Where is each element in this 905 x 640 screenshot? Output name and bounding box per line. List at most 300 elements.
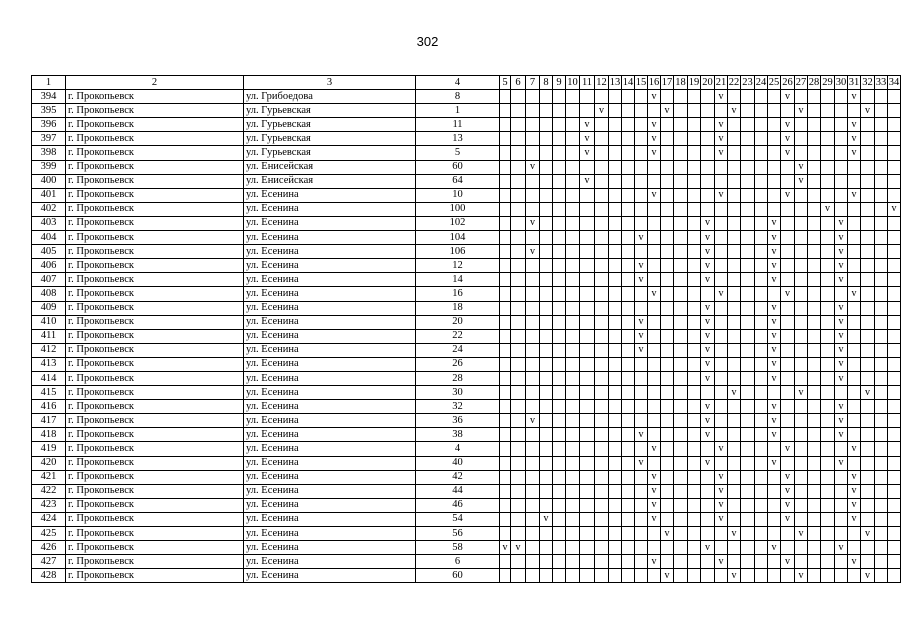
street-cell: ул. Енисейская xyxy=(244,174,416,188)
mark-cell xyxy=(741,231,755,245)
mark-cell xyxy=(861,400,875,414)
mark-cell xyxy=(728,146,741,160)
mark-cell xyxy=(661,202,674,216)
row-number: 419 xyxy=(32,442,66,456)
mark-cell xyxy=(715,386,728,400)
mark-cell xyxy=(808,216,821,230)
mark-cell-checked: v xyxy=(701,245,715,259)
mark-cell xyxy=(768,555,781,569)
mark-cell xyxy=(835,160,848,174)
mark-cell xyxy=(821,400,835,414)
mark-cell xyxy=(635,527,648,541)
table-row xyxy=(32,160,901,174)
mark-cell xyxy=(511,569,526,583)
mark-cell-checked: v xyxy=(781,498,795,512)
mark-cell xyxy=(741,442,755,456)
mark-cell xyxy=(875,400,888,414)
row-number: 428 xyxy=(32,569,66,583)
column-header-19: 19 xyxy=(688,76,701,90)
mark-cell xyxy=(674,357,688,371)
mark-cell xyxy=(661,146,674,160)
mark-cell xyxy=(741,569,755,583)
mark-cell xyxy=(635,386,648,400)
mark-cell xyxy=(715,104,728,118)
mark-cell xyxy=(526,456,540,470)
mark-cell xyxy=(701,512,715,526)
mark-cell xyxy=(821,484,835,498)
mark-cell xyxy=(875,555,888,569)
mark-cell xyxy=(553,442,566,456)
mark-cell-checked: v xyxy=(701,231,715,245)
house-number-cell: 106 xyxy=(416,245,500,259)
mark-cell xyxy=(526,301,540,315)
row-number: 402 xyxy=(32,202,66,216)
mark-cell xyxy=(540,569,553,583)
mark-cell xyxy=(781,329,795,343)
street-cell: ул. Есенина xyxy=(244,414,416,428)
mark-cell xyxy=(553,90,566,104)
mark-cell xyxy=(553,527,566,541)
mark-cell xyxy=(511,428,526,442)
row-number: 404 xyxy=(32,231,66,245)
mark-cell-checked: v xyxy=(835,315,848,329)
city-cell: г. Прокопьевск xyxy=(66,104,244,118)
mark-cell xyxy=(821,371,835,385)
mark-cell xyxy=(715,329,728,343)
mark-cell xyxy=(888,118,901,132)
mark-cell xyxy=(741,456,755,470)
mark-cell-checked: v xyxy=(835,541,848,555)
mark-cell xyxy=(808,541,821,555)
mark-cell xyxy=(888,527,901,541)
mark-cell xyxy=(540,273,553,287)
row-number: 427 xyxy=(32,555,66,569)
house-number-cell: 24 xyxy=(416,343,500,357)
mark-cell xyxy=(500,527,511,541)
street-cell: ул. Есенина xyxy=(244,301,416,315)
mark-cell xyxy=(511,329,526,343)
mark-cell xyxy=(741,527,755,541)
mark-cell xyxy=(661,90,674,104)
mark-cell xyxy=(715,174,728,188)
mark-cell xyxy=(861,442,875,456)
mark-cell xyxy=(511,442,526,456)
city-cell: г. Прокопьевск xyxy=(66,555,244,569)
mark-cell xyxy=(622,371,635,385)
mark-cell xyxy=(781,414,795,428)
mark-cell xyxy=(553,414,566,428)
mark-cell xyxy=(848,456,861,470)
mark-cell xyxy=(821,541,835,555)
mark-cell-checked: v xyxy=(635,259,648,273)
mark-cell xyxy=(674,146,688,160)
mark-cell-checked: v xyxy=(835,343,848,357)
mark-cell xyxy=(609,188,622,202)
city-cell: г. Прокопьевск xyxy=(66,287,244,301)
mark-cell-checked: v xyxy=(715,188,728,202)
mark-cell-checked: v xyxy=(848,442,861,456)
mark-cell xyxy=(888,569,901,583)
row-number: 397 xyxy=(32,132,66,146)
mark-cell xyxy=(688,527,701,541)
mark-cell xyxy=(875,386,888,400)
mark-cell xyxy=(609,555,622,569)
mark-cell xyxy=(875,456,888,470)
mark-cell xyxy=(715,301,728,315)
mark-cell xyxy=(861,512,875,526)
mark-cell xyxy=(526,202,540,216)
mark-cell xyxy=(888,541,901,555)
mark-cell xyxy=(861,315,875,329)
mark-cell xyxy=(728,174,741,188)
mark-cell xyxy=(768,90,781,104)
mark-cell xyxy=(795,456,808,470)
mark-cell xyxy=(540,259,553,273)
mark-cell xyxy=(553,329,566,343)
mark-cell-checked: v xyxy=(768,456,781,470)
mark-cell xyxy=(609,315,622,329)
mark-cell xyxy=(566,118,580,132)
mark-cell xyxy=(861,188,875,202)
mark-cell xyxy=(661,216,674,230)
mark-cell xyxy=(580,231,595,245)
mark-cell xyxy=(688,400,701,414)
mark-cell xyxy=(566,569,580,583)
mark-cell xyxy=(861,414,875,428)
mark-cell-checked: v xyxy=(781,188,795,202)
mark-cell xyxy=(888,400,901,414)
mark-cell xyxy=(821,456,835,470)
mark-cell xyxy=(875,216,888,230)
mark-cell xyxy=(781,231,795,245)
mark-cell xyxy=(755,456,768,470)
table-row xyxy=(32,259,901,273)
mark-cell xyxy=(540,400,553,414)
mark-cell xyxy=(755,146,768,160)
column-header-29: 29 xyxy=(821,76,835,90)
mark-cell xyxy=(540,484,553,498)
mark-cell xyxy=(511,287,526,301)
street-cell: ул. Гурьевская xyxy=(244,104,416,118)
column-header-7: 7 xyxy=(526,76,540,90)
mark-cell xyxy=(861,428,875,442)
mark-cell xyxy=(622,343,635,357)
mark-cell xyxy=(795,118,808,132)
row-number: 395 xyxy=(32,104,66,118)
mark-cell xyxy=(808,132,821,146)
mark-cell xyxy=(511,470,526,484)
mark-cell xyxy=(553,202,566,216)
mark-cell xyxy=(500,414,511,428)
mark-cell xyxy=(808,414,821,428)
mark-cell xyxy=(821,231,835,245)
mark-cell xyxy=(661,273,674,287)
mark-cell xyxy=(648,259,661,273)
mark-cell xyxy=(648,273,661,287)
mark-cell xyxy=(609,132,622,146)
mark-cell xyxy=(768,132,781,146)
mark-cell xyxy=(861,273,875,287)
mark-cell xyxy=(553,104,566,118)
mark-cell xyxy=(835,386,848,400)
mark-cell xyxy=(848,428,861,442)
mark-cell xyxy=(500,315,511,329)
row-number: 408 xyxy=(32,287,66,301)
mark-cell xyxy=(511,400,526,414)
mark-cell xyxy=(622,104,635,118)
table-row xyxy=(32,555,901,569)
mark-cell-checked: v xyxy=(715,118,728,132)
mark-cell xyxy=(635,414,648,428)
mark-cell xyxy=(715,231,728,245)
mark-cell xyxy=(553,569,566,583)
mark-cell xyxy=(674,259,688,273)
mark-cell xyxy=(728,371,741,385)
mark-cell xyxy=(861,287,875,301)
mark-cell xyxy=(728,118,741,132)
house-number-cell: 26 xyxy=(416,357,500,371)
city-cell: г. Прокопьевск xyxy=(66,216,244,230)
mark-cell xyxy=(595,160,609,174)
mark-cell xyxy=(768,174,781,188)
mark-cell-checked: v xyxy=(781,90,795,104)
mark-cell-checked: v xyxy=(848,470,861,484)
mark-cell xyxy=(622,569,635,583)
mark-cell xyxy=(609,273,622,287)
mark-cell xyxy=(688,386,701,400)
street-cell: ул. Есенина xyxy=(244,315,416,329)
mark-cell xyxy=(566,188,580,202)
mark-cell xyxy=(768,470,781,484)
mark-cell xyxy=(674,231,688,245)
mark-cell xyxy=(540,498,553,512)
mark-cell xyxy=(741,315,755,329)
mark-cell xyxy=(701,104,715,118)
mark-cell xyxy=(781,569,795,583)
mark-cell xyxy=(795,90,808,104)
column-header-33: 33 xyxy=(875,76,888,90)
mark-cell xyxy=(768,160,781,174)
mark-cell xyxy=(635,555,648,569)
table-row xyxy=(32,202,901,216)
mark-cell-checked: v xyxy=(661,104,674,118)
mark-cell xyxy=(741,174,755,188)
mark-cell xyxy=(500,555,511,569)
column-header-17: 17 xyxy=(661,76,674,90)
mark-cell xyxy=(511,456,526,470)
mark-cell xyxy=(728,442,741,456)
mark-cell xyxy=(888,428,901,442)
mark-cell xyxy=(595,259,609,273)
mark-cell xyxy=(688,512,701,526)
mark-cell xyxy=(511,90,526,104)
table-row xyxy=(32,400,901,414)
table-row xyxy=(32,386,901,400)
mark-cell xyxy=(526,259,540,273)
mark-cell-checked: v xyxy=(648,512,661,526)
mark-cell xyxy=(781,456,795,470)
column-header-9: 9 xyxy=(553,76,566,90)
mark-cell xyxy=(888,188,901,202)
mark-cell xyxy=(674,188,688,202)
mark-cell xyxy=(821,414,835,428)
mark-cell xyxy=(526,371,540,385)
mark-cell xyxy=(661,174,674,188)
mark-cell xyxy=(741,287,755,301)
mark-cell xyxy=(701,470,715,484)
city-cell: г. Прокопьевск xyxy=(66,498,244,512)
mark-cell xyxy=(755,202,768,216)
city-cell: г. Прокопьевск xyxy=(66,90,244,104)
mark-cell xyxy=(609,104,622,118)
mark-cell xyxy=(755,301,768,315)
mark-cell xyxy=(888,174,901,188)
mark-cell xyxy=(768,386,781,400)
mark-cell xyxy=(688,188,701,202)
schedule-table xyxy=(31,75,901,583)
mark-cell xyxy=(661,498,674,512)
mark-cell xyxy=(795,428,808,442)
mark-cell xyxy=(661,512,674,526)
mark-cell xyxy=(500,470,511,484)
mark-cell xyxy=(848,414,861,428)
mark-cell xyxy=(888,315,901,329)
mark-cell xyxy=(553,216,566,230)
city-cell: г. Прокопьевск xyxy=(66,456,244,470)
mark-cell xyxy=(741,216,755,230)
mark-cell xyxy=(835,104,848,118)
mark-cell xyxy=(566,315,580,329)
mark-cell xyxy=(661,414,674,428)
mark-cell xyxy=(526,512,540,526)
mark-cell xyxy=(795,216,808,230)
house-number-cell: 44 xyxy=(416,484,500,498)
mark-cell xyxy=(808,456,821,470)
mark-cell xyxy=(848,371,861,385)
mark-cell xyxy=(622,245,635,259)
mark-cell xyxy=(688,146,701,160)
mark-cell xyxy=(635,484,648,498)
mark-cell xyxy=(661,118,674,132)
row-number: 415 xyxy=(32,386,66,400)
mark-cell xyxy=(875,470,888,484)
mark-cell xyxy=(511,174,526,188)
mark-cell xyxy=(755,273,768,287)
mark-cell xyxy=(566,386,580,400)
mark-cell-checked: v xyxy=(848,287,861,301)
mark-cell-checked: v xyxy=(781,555,795,569)
mark-cell-checked: v xyxy=(835,216,848,230)
mark-cell xyxy=(888,371,901,385)
mark-cell-checked: v xyxy=(715,90,728,104)
mark-cell xyxy=(526,541,540,555)
mark-cell xyxy=(741,512,755,526)
mark-cell xyxy=(622,386,635,400)
mark-cell-checked: v xyxy=(635,273,648,287)
mark-cell xyxy=(526,400,540,414)
mark-cell-checked: v xyxy=(648,498,661,512)
mark-cell xyxy=(741,188,755,202)
mark-cell xyxy=(500,273,511,287)
mark-cell xyxy=(566,146,580,160)
mark-cell-checked: v xyxy=(526,160,540,174)
mark-cell xyxy=(795,555,808,569)
row-number: 421 xyxy=(32,470,66,484)
mark-cell xyxy=(835,90,848,104)
table-row xyxy=(32,329,901,343)
row-number: 409 xyxy=(32,301,66,315)
column-header-30: 30 xyxy=(835,76,848,90)
mark-cell xyxy=(648,202,661,216)
mark-cell xyxy=(580,259,595,273)
mark-cell xyxy=(728,231,741,245)
mark-cell xyxy=(848,400,861,414)
mark-cell xyxy=(622,315,635,329)
street-cell: ул. Есенина xyxy=(244,442,416,456)
mark-cell xyxy=(861,498,875,512)
mark-cell xyxy=(861,357,875,371)
mark-cell-checked: v xyxy=(795,569,808,583)
mark-cell-checked: v xyxy=(781,118,795,132)
mark-cell xyxy=(888,160,901,174)
mark-cell xyxy=(526,569,540,583)
mark-cell xyxy=(768,512,781,526)
mark-cell-checked: v xyxy=(861,569,875,583)
mark-cell xyxy=(595,357,609,371)
mark-cell xyxy=(526,357,540,371)
mark-cell xyxy=(580,512,595,526)
mark-cell xyxy=(808,259,821,273)
mark-cell xyxy=(755,371,768,385)
mark-cell xyxy=(728,512,741,526)
mark-cell xyxy=(848,315,861,329)
mark-cell-checked: v xyxy=(648,118,661,132)
mark-cell xyxy=(553,343,566,357)
mark-cell-checked: v xyxy=(728,104,741,118)
mark-cell xyxy=(688,541,701,555)
mark-cell xyxy=(595,414,609,428)
mark-cell xyxy=(595,301,609,315)
mark-cell xyxy=(715,371,728,385)
city-cell: г. Прокопьевск xyxy=(66,146,244,160)
mark-cell xyxy=(622,400,635,414)
mark-cell xyxy=(861,216,875,230)
mark-cell xyxy=(888,386,901,400)
mark-cell-checked: v xyxy=(701,371,715,385)
mark-cell xyxy=(500,569,511,583)
mark-cell xyxy=(875,428,888,442)
table-row xyxy=(32,512,901,526)
mark-cell xyxy=(741,484,755,498)
mark-cell xyxy=(875,357,888,371)
mark-cell xyxy=(595,442,609,456)
mark-cell xyxy=(674,484,688,498)
mark-cell xyxy=(511,315,526,329)
mark-cell xyxy=(635,357,648,371)
mark-cell xyxy=(622,231,635,245)
mark-cell xyxy=(566,259,580,273)
mark-cell xyxy=(875,146,888,160)
row-number: 396 xyxy=(32,118,66,132)
mark-cell xyxy=(580,428,595,442)
mark-cell xyxy=(755,470,768,484)
mark-cell xyxy=(821,174,835,188)
city-cell: г. Прокопьевск xyxy=(66,400,244,414)
mark-cell xyxy=(701,555,715,569)
table-row xyxy=(32,498,901,512)
mark-cell xyxy=(821,343,835,357)
mark-cell xyxy=(768,104,781,118)
